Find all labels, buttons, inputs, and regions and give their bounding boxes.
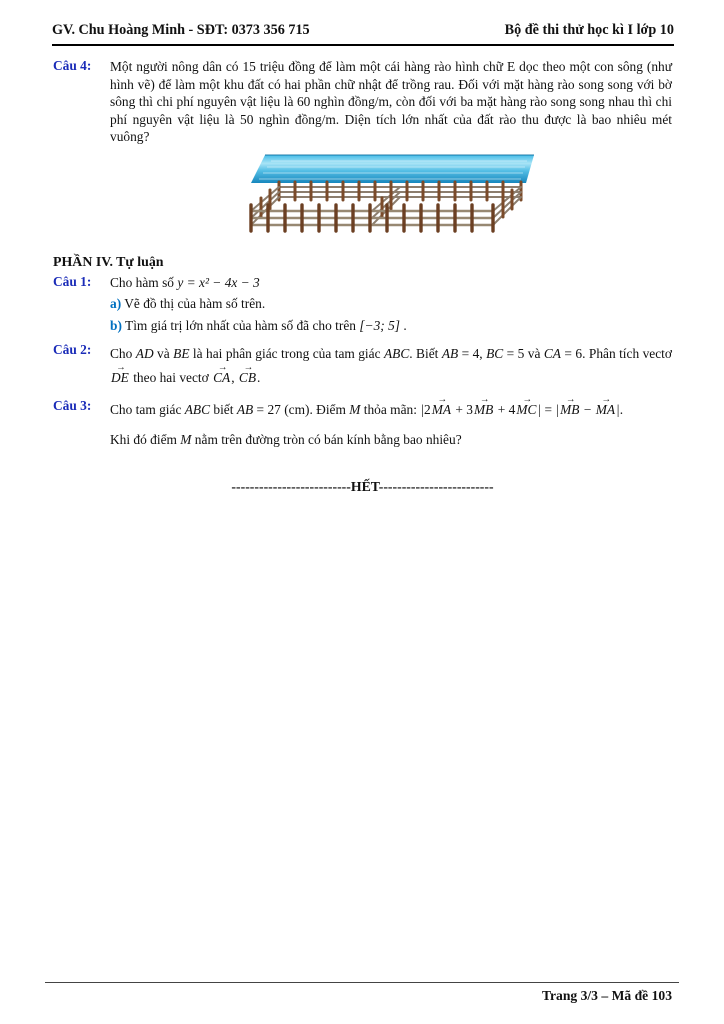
question-2 bbox=[53, 342, 672, 390]
exam-body bbox=[0, 46, 724, 495]
page-footer bbox=[0, 982, 724, 1004]
question-4-text: Một người nông dân có 15 triệu đồng để làm một cái hàng rào hình chữ E dọc theo một con sông (như hình vẽ) để làm một khu đất có hai phần chữ nhật để trồng rau. Đối với mặt hàng rào song song với bờ sông thì chi phí nguyên vật liệu là 60 nghìn đồng/m, còn đối với ba mặt hàng rào song song nhau thì chi phí nguyên vật liệu là 50 nghìn đồng/m. Diện tích lớn nhất của đất rào thu được là bao nhiêu mét vuông? bbox=[110, 59, 673, 145]
question-1b bbox=[110, 317, 672, 335]
fence-left-rails bbox=[251, 187, 279, 225]
question-1a-text: Vẽ đồ thị của hàm số trên. bbox=[124, 296, 266, 312]
question-3 bbox=[53, 398, 672, 448]
question-1a bbox=[110, 295, 672, 313]
question-3-line1: Cho tam giác ABC biết AB = 27 (cm). Điểm M thỏa mãn: |2MA → + 3MB → + 4MC →| = |MB → − MA →|. bbox=[110, 398, 672, 422]
page-number: Trang 3/3 – Mã đề 103 bbox=[541, 988, 672, 1003]
question-1 bbox=[53, 274, 672, 335]
river-water bbox=[251, 155, 534, 183]
fence-figure bbox=[235, 153, 535, 241]
section-title: PHẦN IV. Tự luận bbox=[53, 254, 164, 270]
end-marker: --------------------------HẾT------------------------- bbox=[231, 478, 494, 494]
question-1b-text: Tìm giá trị lớn nhất của hàm số đã cho trên [−3; 5] . bbox=[125, 317, 407, 333]
question-1-body bbox=[110, 274, 672, 335]
header-exam-title: Bộ đề thi thử học kì I lớp 10 bbox=[504, 22, 674, 38]
question-1b-label: b) bbox=[110, 317, 122, 333]
question-3-body bbox=[110, 398, 672, 448]
question-3-label: Câu 3: bbox=[53, 398, 92, 414]
question-2-label: Câu 2: bbox=[53, 342, 92, 358]
question-3-line2: Khi đó điểm M nằm trên đường tròn có bán kính bằng bao nhiêu? bbox=[110, 431, 462, 447]
question-1-intro: Cho hàm số y = x² − 4x − 3 bbox=[110, 274, 260, 290]
question-2-text: Cho AD và BE là hai phân giác trong của tam giác ABC. Biết AB = 4, BC = 5 và CA = 6. Phân tích vectơ DE → theo hai vectơ CA →, CB →. bbox=[110, 342, 672, 390]
question-4-label: Câu 4: bbox=[53, 58, 92, 73]
fence-illustration bbox=[235, 153, 535, 245]
question-1a-label: a) bbox=[110, 296, 122, 312]
header-teacher-info: GV. Chu Hoàng Minh - SĐT: 0373 356 715 bbox=[52, 22, 310, 38]
question-1-label: Câu 1: bbox=[53, 273, 92, 289]
header-row bbox=[52, 22, 674, 39]
fence bbox=[251, 182, 521, 231]
fence-front-rails bbox=[251, 211, 493, 225]
page-header bbox=[0, 0, 724, 46]
question-4 bbox=[53, 58, 672, 146]
